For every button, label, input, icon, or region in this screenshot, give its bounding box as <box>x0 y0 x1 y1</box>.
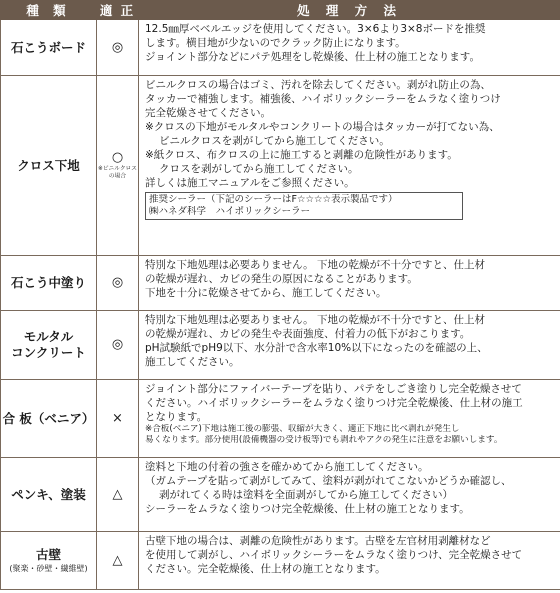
header-suitability: 適 正 <box>97 1 139 20</box>
kind-label-line1: モルタル <box>23 329 74 344</box>
method-line: 剥がれてくる時は塗料を全面剥がしてから施工してください） <box>159 489 453 501</box>
method-line: します。横目地が少ないのでクラック防止になります。 <box>145 37 406 49</box>
method-line: ください。完全乾燥後、仕上材の施工となります。 <box>145 563 386 575</box>
table-row <box>1 256 560 311</box>
suitability-mark: △ <box>97 532 139 590</box>
method-line: クロスを剥がしてから施工してください。 <box>159 163 359 175</box>
table-row <box>1 20 560 76</box>
method-line: 塗料と下地の付着の強さを確かめてから施工してください。 <box>145 461 429 473</box>
method-cell <box>139 76 560 256</box>
method-note-line: ※合板(ベニア)下地は施工後の膨張、収縮が大きく、適正下地に比べ剥れが発生し <box>145 424 460 434</box>
kind-sublabel: (聚楽・砂壁・繊維壁) <box>9 564 88 573</box>
method-line: 完全乾燥させてください。 <box>145 107 271 119</box>
method-cell <box>139 380 560 458</box>
method-cell <box>139 532 560 590</box>
method-line: pH試験紙でpH9以下、水分計で含水率10%以下になったのを確認の上、 <box>145 342 488 354</box>
method-line: ジョイント部分にファイバーテープを貼り、パテをしごき塗りし完全乾燥させて <box>145 383 522 395</box>
method-line: ※紙クロス、布クロスの上に施工すると剥離の危険性があります。 <box>145 149 458 161</box>
table-row <box>1 380 560 458</box>
method-line: 特別な下地処理は必要ありません。 下地の乾燥が不十分ですと、仕上材 <box>145 259 485 271</box>
kind-cell: 石こうボード <box>1 20 97 76</box>
suitability-mark: ◎ <box>97 20 139 76</box>
method-cell <box>139 256 560 311</box>
method-line: ジョイント部分などにパテ処理をし乾燥後、仕上材の施工となります。 <box>145 51 480 63</box>
method-cell <box>139 20 560 76</box>
suitability-mark: × <box>97 380 139 458</box>
method-line: となります。 <box>145 411 208 423</box>
sealer-product: ㈱ハネダ科学 ハイポリックシーラー <box>149 206 311 217</box>
method-line: タッカーで補強します。補強後、ハイボリックシーラーをムラなく塗りつけ <box>145 93 501 105</box>
kind-label-line2: コンクリート <box>11 345 86 360</box>
suitability-mark: ◎ <box>97 311 139 380</box>
method-cell <box>139 311 560 380</box>
method-line: （ガムテープを貼って剥がしてみて、塗料が剥がれてこないかどうか確認し、 <box>145 475 512 487</box>
suitability-mark: ○ <box>111 149 124 165</box>
kind-label: 古壁 <box>35 547 61 562</box>
sealer-title: 推奨シーラー（下記のシーラーはF☆☆☆☆表示製品です） <box>149 194 398 205</box>
suitability-cell <box>97 76 139 256</box>
kind-cell: ペンキ、塗装 <box>1 458 97 532</box>
method-line: 12.5㎜厚ベベルエッジを使用してください。3×6より3×8ボードを推奨 <box>145 23 486 35</box>
method-line: を使用して剥がし、ハイボリックシーラーをムラなく塗りつけ、完全乾燥させて <box>145 549 523 561</box>
header-kind: 種 類 <box>1 1 97 20</box>
method-line: 施工してください。 <box>145 356 240 368</box>
method-line: 下地を十分に乾燥させてから、施工してください。 <box>145 287 387 299</box>
method-line: ください。ハイボリックシーラーをムラなく塗りつけ完全乾燥後、仕上材の施工 <box>145 397 523 409</box>
kind-cell <box>1 311 97 380</box>
method-line: 古壁下地の場合は、剥離の危険性があります。古壁を左官材用剥離材など <box>145 535 491 547</box>
method-note-line: 易くなります。部分使用(設備機器の受け板等)でも剥れやアクの発生に注意をお願いします。 <box>145 435 503 445</box>
kind-cell: 合 板（ベニア） <box>1 380 97 458</box>
suitability-note: ※ビニルクロスの場合 <box>98 164 137 180</box>
method-line: ※クロスの下地がモルタルやコンクリートの場合はタッカーが打てない為、 <box>145 121 500 133</box>
table-row <box>1 532 560 590</box>
kind-cell: クロス下地 <box>1 76 97 256</box>
suitability-mark: △ <box>97 458 139 532</box>
method-line: ビニルクロスを剥がしてから施工してください。 <box>159 135 390 147</box>
method-line: 詳しくは施工マニュアルをご参照ください。 <box>145 177 355 189</box>
method-line: の乾燥が遅れ、カビの発生や表面強度、付着力の低下がおこります。 <box>145 328 471 340</box>
method-line: の乾燥が遅れ、カビの発生の原因になることがあります。 <box>145 273 418 285</box>
table-row <box>1 76 560 256</box>
method-line: シーラーをムラなく塗りつけ完全乾燥後、仕上材の施工となります。 <box>145 503 470 515</box>
kind-cell <box>1 532 97 590</box>
recommended-sealer-box <box>145 192 463 220</box>
method-cell <box>139 458 560 532</box>
method-line: ビニルクロスの場合はゴミ、汚れを除去してください。剥がれ防止の為、 <box>145 79 491 91</box>
kind-cell: 石こう中塗り <box>1 256 97 311</box>
table-row <box>1 458 560 532</box>
table-row <box>1 311 560 380</box>
suitability-mark: ◎ <box>97 256 139 311</box>
method-line: 特別な下地処理は必要ありません。 下地の乾燥が不十分ですと、仕上材 <box>145 314 485 326</box>
header-method: 処 理 方 法 <box>139 1 560 20</box>
